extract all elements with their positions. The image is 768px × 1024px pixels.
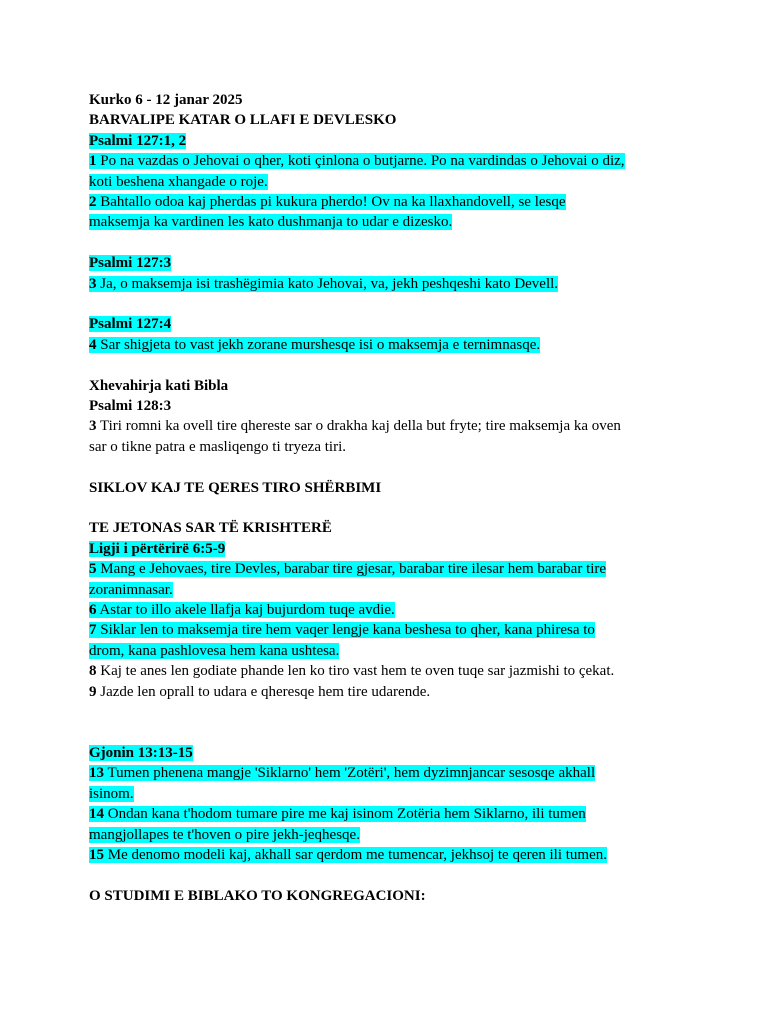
verse-line: 6 Astar to illo akele llafja kaj bujurdom tuqe avdie.	[89, 602, 395, 619]
scripture-reference: Psalmi 127:1, 2	[89, 132, 187, 149]
verse-line: 2 Bahtallo odoa kaj pherdas pi kukura pherdo! Ov na ka llaxhandovell, se lesqe	[89, 194, 566, 211]
verse-line: 3 Tiri romni ka ovell tire qhereste sar o drakha kaj della but fryte; tire maksemja ka oven	[89, 418, 621, 435]
scripture-reference: Psalmi 127:4	[89, 316, 172, 333]
verse-line: maksemja ka vardinen les kato dushmanja to udar e dizesko.	[89, 214, 453, 231]
section-heading: TE JETONAS SAR TË KRISHTERË	[89, 520, 332, 537]
document-body	[89, 90, 689, 906]
verse-line: 9 Jazde len oprall to udara e qheresqe hem tire udarende.	[89, 683, 431, 700]
section-heading: Xhevahirja kati Bibla	[89, 377, 229, 394]
week-line: Kurko 6 - 12 janar 2025	[89, 92, 243, 108]
scripture-reference: Gjonin 13:13-15	[89, 744, 193, 761]
verse-line: sar o tikne patra e masliqengo ti tryeza tiri.	[89, 438, 346, 455]
verse-line: 7 Siklar len to maksemja tire hem vaqer lengje kana beshesa to qher, kana phiresa to	[89, 622, 595, 639]
scripture-reference: Psalmi 128:3	[89, 398, 172, 415]
verse-line: 13 Tumen phenena mangje 'Siklarno' hem 'Zotëri', hem dyzimnjancar sesosqe akhall	[89, 765, 596, 782]
verse-line: zoranimnasar.	[89, 581, 173, 598]
verse-line: mangjollapes te t'hoven o pire jekh-jeqhesqe.	[89, 826, 360, 843]
section-heading: SIKLOV KAJ TE QERES TIRO SHËRBIMI	[89, 479, 382, 496]
verse-line: 1 Po na vazdas o Jehovai o qher, koti çinlona o butjarne. Po na vardindas o Jehovai o diz,	[89, 153, 625, 170]
verse-line: koti beshena xhangade o roje.	[89, 173, 268, 190]
scripture-reference: Ligji i përtërirë 6:5-9	[89, 540, 226, 557]
main-title: BARVALIPE KATAR O LLAFI E DEVLESKO	[89, 112, 397, 129]
verse-line: 4 Sar shigjeta to vast jekh zorane murshesqe isi o maksemja e ternimnasqe.	[89, 336, 541, 353]
section-heading: O STUDIMI E BIBLAKO TO KONGREGACIONI:	[89, 887, 426, 904]
verse-line: drom, kana pashlovesa hem kana ushtesa.	[89, 642, 340, 659]
verse-line: isinom.	[89, 785, 134, 802]
verse-line: 8 Kaj te anes len godiate phande len ko tiro vast hem te oven tuqe sar jazmishi to çekat.	[89, 663, 615, 680]
verse-line: 5 Mang e Jehovaes, tire Devles, barabar tire gjesar, barabar tire ilesar hem barabar tire	[89, 561, 607, 578]
verse-line: 15 Me denomo modeli kaj, akhall sar qerdom me tumencar, jekhsoj te qeren ili tumen.	[89, 846, 608, 863]
verse-line: 14 Ondan kana t'hodom tumare pire me kaj isinom Zotëria hem Siklarno, ili tumen	[89, 806, 586, 823]
scripture-reference: Psalmi 127:3	[89, 255, 172, 272]
verse-line: 3 Ja, o maksemja isi trashëgimia kato Jehovai, va, jekh peshqeshi kato Devell.	[89, 275, 559, 292]
